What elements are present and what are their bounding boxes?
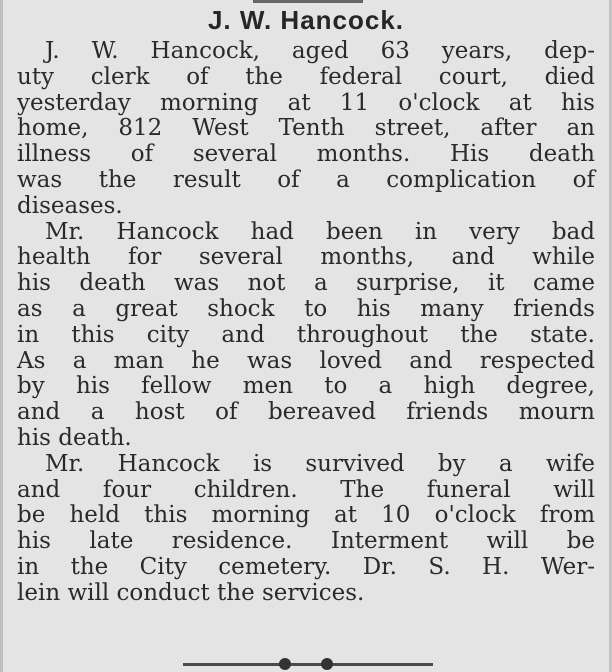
text-line: illness of several months. His death xyxy=(17,141,595,168)
text-line: diseases. xyxy=(17,192,123,219)
text-line: in the City cemetery. Dr. S. H. Wer- xyxy=(17,553,595,580)
text-line: yesterday morning at 11 o'clock at his xyxy=(17,89,595,116)
text-line: lein will conduct the services. xyxy=(17,579,365,606)
article-body xyxy=(17,39,595,607)
paragraph-1 xyxy=(17,39,595,220)
text-line: Mr. Hancock is survived by a wife xyxy=(45,450,595,477)
text-line: be held this morning at 10 o'clock from xyxy=(17,502,595,529)
text-line: Mr. Hancock had been in very bad xyxy=(45,218,595,245)
text-line: home, 812 West Tenth street, after an xyxy=(17,115,595,142)
text-line: his late residence. Interment will be xyxy=(17,528,595,555)
text-line: was the result of a complication of xyxy=(17,166,595,193)
ornament-dot xyxy=(279,658,291,670)
paragraph-3 xyxy=(17,452,595,607)
article-headline: J. W. Hancock. xyxy=(207,5,405,35)
text-line: As a man he was loved and respected xyxy=(17,347,595,374)
text-line: as a great shock to his many friends xyxy=(17,295,595,322)
text-line: by his fellow men to a high degree, xyxy=(17,373,595,400)
text-line: his death. xyxy=(17,424,132,451)
paragraph-2 xyxy=(17,220,595,452)
ornament-dot xyxy=(321,658,333,670)
text-line: J. W. Hancock, aged 63 years, dep- xyxy=(45,38,595,64)
text-line: and a host of bereaved friends mourn xyxy=(17,399,595,426)
text-line: his death was not a surprise, it came xyxy=(17,270,595,297)
footer-rule xyxy=(183,663,433,666)
text-line: health for several months, and while xyxy=(17,244,595,271)
text-line: and four children. The funeral will xyxy=(17,476,595,503)
text-line: uty clerk of the federal court, died xyxy=(17,63,595,90)
text-line: in this city and throughout the state. xyxy=(17,321,595,348)
